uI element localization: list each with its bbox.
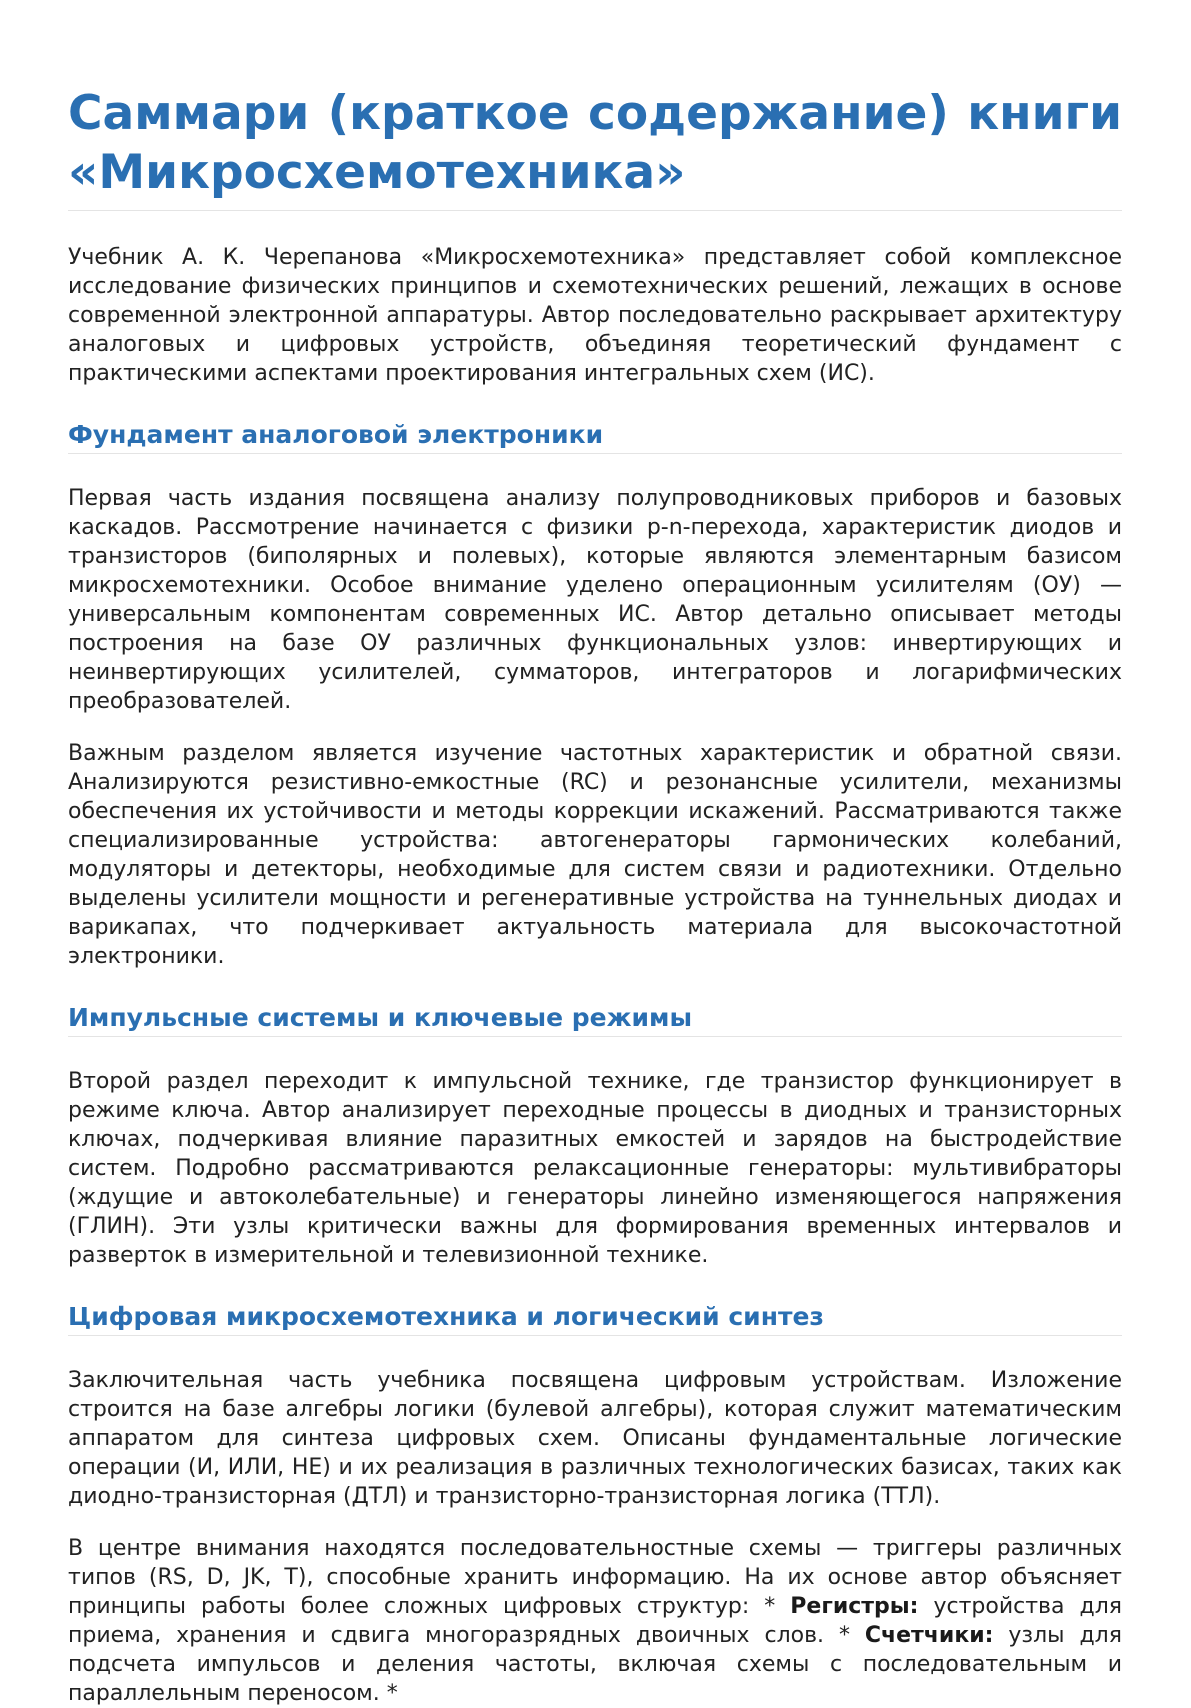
digital-paragraph-2-wrap <box>68 1534 1122 1706</box>
section-heading-digital: Цифровая микросхемотехника и логический синтез <box>68 1300 1122 1336</box>
analog-paragraph-2: Важным разделом является изучение частотных характеристик и обратной связи. Анализируются резистивно-емкостные (RC) и резонансные усилители, механизмы обеспечения их устойчивости и методы коррекции искажений. Рассматриваются также специализированные устройства: автогенераторы гармонических колебаний, модуляторы и детекторы, необходимые для систем связи и радиотехники. Отдельно выделены усилители мощности и регенеративные устройства на туннельных диодах и варикапах, что подчеркивает актуальность материала для высокочастотной электроники. <box>68 741 1122 969</box>
digital-paragraph-1: Заключительная часть учебника посвящена цифровым устройствам. Изложение строится на базе алгебры логики (булевой алгебры), которая служит математическим аппаратом для синтеза цифровых схем. Описаны фундаментальные логические операции (И, ИЛИ, НЕ) и их реализация в различных технологических базисах, таких как диодно-транзисторная (ДТЛ) и транзисторно-транзисторная логика (ТТЛ). <box>68 1368 1122 1509</box>
counters-description: узлы для подсчета импульсов и деления частоты, включая схемы с последовательным и параллельным переносом. * <box>68 1623 1122 1706</box>
digital-paragraph-2-lead: В центре внимания находятся последовательностные схемы — триггеры различных типов (RS, D, JK, T), способные хранить информацию. На их основе автор объясняет принципы работы более сложных цифровых структур: * <box>68 1536 1122 1619</box>
intro-paragraph: Учебник А. К. Черепанова «Микросхемотехника» представляет собой комплексное исследование физических принципов и схемотехнических решений, лежащих в основе современной электронной аппаратуры. Автор последовательно раскрывает архитектуру аналоговых и цифровых устройств, объединяя теоретический фундамент с практическими аспектами проектирования интегральных схем (ИС). <box>68 245 1122 386</box>
digital-paragraph-2 <box>68 1534 1122 1708</box>
document-title: Саммари (краткое содержание) книги «Микросхемотехника» <box>68 84 1122 211</box>
term-counters: Счетчики: <box>864 1623 994 1648</box>
document-page <box>68 84 1122 1706</box>
section-heading-analog: Фундамент аналоговой электроники <box>68 418 1122 454</box>
term-registers: Регистры: <box>790 1594 919 1619</box>
section-heading-pulse: Импульсные системы и ключевые режимы <box>68 1001 1122 1037</box>
analog-paragraph-1: Первая часть издания посвящена анализу полупроводниковых приборов и базовых каскадов. Рассмотрение начинается с физики p-n-перехода, характеристик диодов и транзисторов (биполярных и полевых), которые являются элементарным базисом микросхемотехники. Особое внимание уделено операционным усилителям (ОУ) — универсальным компонентам современных ИС. Автор детально описывает методы построения на базе ОУ различных функциональных узлов: инвертирующих и неинвертирующих усилителей, сумматоров, интеграторов и логарифмических преобразователей. <box>68 486 1122 714</box>
registers-description: устройства для приема, хранения и сдвига многоразрядных двоичных слов. * <box>68 1594 1122 1648</box>
pulse-paragraph-1: Второй раздел переходит к импульсной технике, где транзистор функционирует в режиме ключа. Автор анализирует переходные процессы в диодных и транзисторных ключах, подчеркивая влияние паразитных емкостей и зарядов на быстродействие систем. Подробно рассматриваются релаксационные генераторы: мультивибраторы (ждущие и автоколебательные) и генераторы линейно изменяющегося напряжения (ГЛИН). Эти узлы критически важны для формирования временных интервалов и разверток в измерительной и телевизионной технике. <box>68 1069 1122 1268</box>
